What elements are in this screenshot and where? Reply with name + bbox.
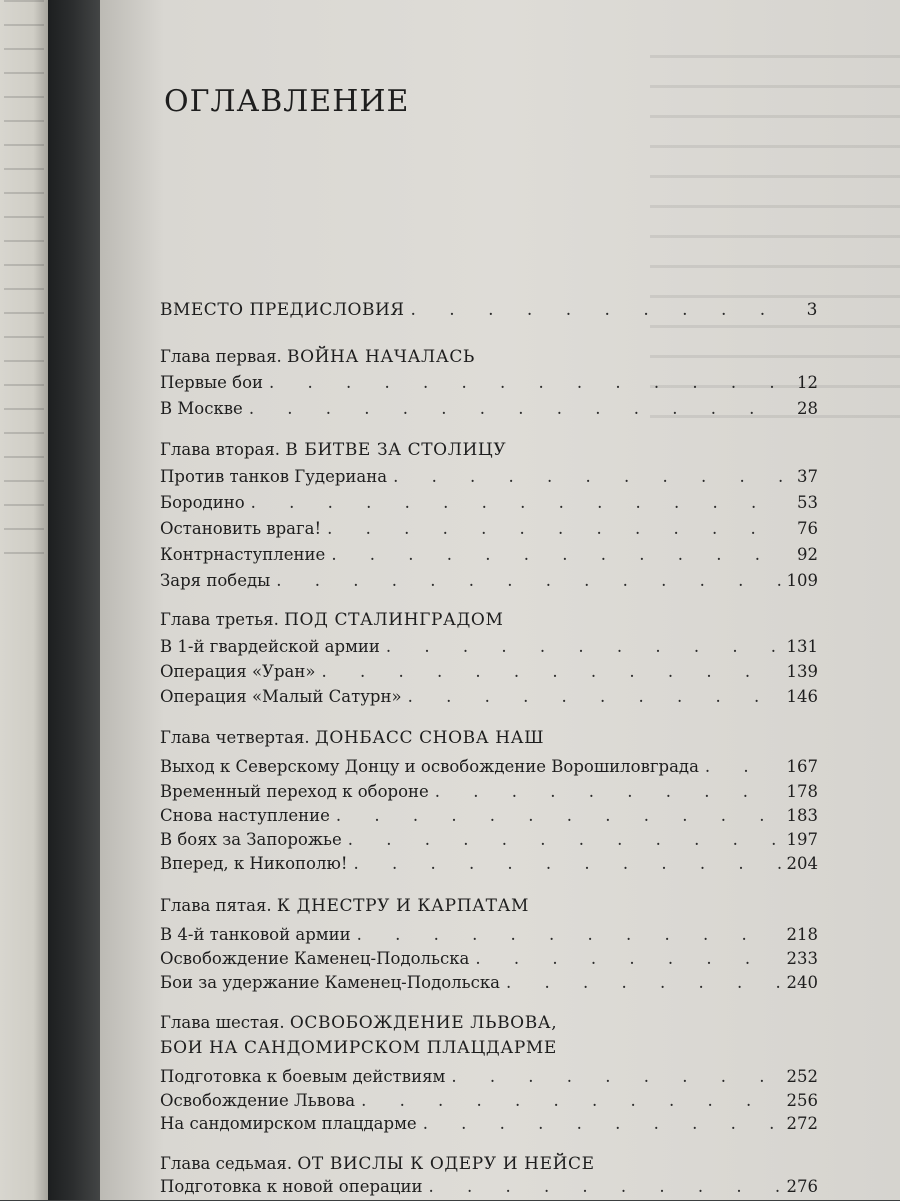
toc-entry[interactable] [160,373,818,397]
leader-dots [353,854,780,873]
leader-dots [336,806,781,825]
toc-page-number: 197 [786,830,818,849]
toc-page-number: 167 [786,757,818,776]
toc-entry-label: Бои за удержание Каменец-Подольска [160,973,501,992]
toc-entry[interactable] [160,687,818,711]
toc-entry[interactable] [160,399,818,423]
chapter-prefix: Глава шестая. [160,1013,285,1032]
leader-dots [408,687,781,706]
toc-entry[interactable] [160,519,818,543]
toc-page-number: 109 [786,571,818,590]
toc-page-number: 233 [786,949,818,968]
chapter-name: К ДНЕСТРУ И КАРПАТАМ [276,896,530,916]
toc-entry[interactable] [160,782,818,806]
leader-dots [435,782,781,801]
chapter-prefix: Глава вторая. [160,440,281,459]
toc-page-number: 276 [786,1177,818,1196]
chapter-heading-4 [160,728,544,748]
toc-entry[interactable] [160,1114,818,1138]
toc-entry[interactable] [160,637,818,661]
page-title: ОГЛАВЛЕНИЕ [164,84,410,119]
chapter-heading-1 [160,347,475,367]
toc-entry[interactable] [160,1177,818,1201]
leader-dots [327,519,786,538]
toc-page-number: 76 [797,519,818,538]
toc-entry-label: Контрнаступление [160,545,326,564]
toc-entry-label: Заря победы [160,571,271,590]
toc-entry-label: Остановить врага! [160,519,322,538]
chapter-name-continued: БОИ НА САНДОМИРСКОМ ПЛАЦДАРМЕ [160,1038,557,1058]
leader-dots [475,949,780,968]
toc-entry[interactable] [160,806,818,830]
toc-entry-label: В боях за Запорожье [160,830,342,849]
chapter-heading-6 [160,1013,557,1033]
leader-dots [276,571,780,590]
leader-dots [321,662,780,681]
leader-dots [705,757,781,776]
chapter-name: В БИТВЕ ЗА СТОЛИЦУ [285,440,507,460]
leader-dots [423,1114,781,1133]
toc-entry[interactable] [160,973,818,997]
chapter-name: ОТ ВИСЛЫ К ОДЕРУ И НЕЙСЕ [297,1154,595,1174]
chapter-prefix: Глава третья. [160,610,279,629]
toc-entry[interactable] [160,925,818,949]
toc-entry-label: Временный переход к обороне [160,782,429,801]
leader-dots [251,493,786,512]
toc-page-number: 146 [786,687,818,706]
toc-page-number: 28 [797,399,818,418]
toc-page-number: 256 [786,1091,818,1110]
toc-entry-label: Против танков Гудериана [160,467,388,486]
leader-dots [428,1177,780,1196]
chapter-heading-3 [160,610,503,630]
leader-dots [348,830,781,849]
toc-entry[interactable] [160,1091,818,1115]
toc-entry-label: На сандомирском плацдарме [160,1114,417,1133]
chapter-name: ОСВОБОЖДЕНИЕ ЛЬВОВА, [289,1013,558,1033]
toc-page-number: 37 [797,467,818,486]
toc-entry[interactable] [160,545,818,569]
toc-entry[interactable] [160,854,818,878]
toc-entry[interactable] [160,949,818,973]
toc-page-number: 92 [797,545,818,564]
toc-entry-label: В 1-й гвардейской армии [160,637,380,656]
toc-entry-label: Вперед, к Никополю! [160,854,348,873]
leader-dots [506,973,780,992]
toc-entry-label: В 4-й танковой армии [160,925,351,944]
leader-dots [357,925,781,944]
leader-dots [269,373,786,392]
leader-dots [393,467,786,486]
toc-entry-preface[interactable] [160,300,818,324]
toc-page-number: 252 [786,1067,818,1086]
leader-dots [249,399,786,418]
chapter-heading-5 [160,896,529,916]
toc-entry-label: Освобождение Львова [160,1091,356,1110]
toc-page-number: 272 [786,1114,818,1133]
chapter-name: ПОД СТАЛИНГРАДОМ [284,610,504,630]
toc-entry-label: Бородино [160,493,245,512]
chapter-heading-7 [160,1154,595,1174]
toc-page-number: 12 [797,373,818,392]
toc-page-number: 3 [806,300,818,320]
toc-entry-label: В Москве [160,399,243,418]
chapter-name: ВОЙНА НАЧАЛАСЬ [286,347,475,367]
toc-entry-label: ВМЕСТО ПРЕДИСЛОВИЯ [160,300,405,320]
chapter-prefix: Глава пятая. [160,896,272,915]
leader-dots [331,545,786,564]
toc-entry-label: Операция «Уран» [160,662,316,681]
leader-dots [361,1091,780,1110]
leader-dots [386,637,781,656]
toc-entry[interactable] [160,757,818,781]
toc-page-number: 139 [786,662,818,681]
toc-page-number: 53 [797,493,818,512]
toc-entry-label: Снова наступление [160,806,330,825]
toc-entry[interactable] [160,830,818,854]
leader-dots [411,300,787,320]
chapter-prefix: Глава седьмая. [160,1154,293,1173]
chapter-prefix: Глава первая. [160,347,282,366]
toc-entry[interactable] [160,662,818,686]
leader-dots [451,1067,780,1086]
toc-entry-label: Подготовка к новой операции [160,1177,423,1196]
chapter-name: ДОНБАСС СНОВА НАШ [314,728,545,748]
toc-page-number: 240 [786,973,818,992]
toc-page-number: 218 [786,925,818,944]
toc-page-number: 183 [786,806,818,825]
toc-entry-label: Освобождение Каменец-Подольска [160,949,470,968]
chapter-heading-2 [160,440,506,460]
toc-entry-label: Операция «Малый Сатурн» [160,687,402,706]
chapter-heading-6-line-2 [160,1038,557,1058]
toc-entry[interactable] [160,493,818,517]
toc-entry[interactable] [160,1067,818,1091]
toc-page-number: 131 [786,637,818,656]
toc-page-number: 178 [786,782,818,801]
toc-entry[interactable] [160,467,818,491]
chapter-prefix: Глава четвертая. [160,728,310,747]
toc-entry-label: Подготовка к боевым действиям [160,1067,446,1086]
toc-entry[interactable] [160,571,818,595]
toc-entry-label: Первые бои [160,373,264,392]
toc-page-number: 204 [786,854,818,873]
toc-entry-label: Выход к Северскому Донцу и освобождение Ворошиловграда [160,757,699,776]
